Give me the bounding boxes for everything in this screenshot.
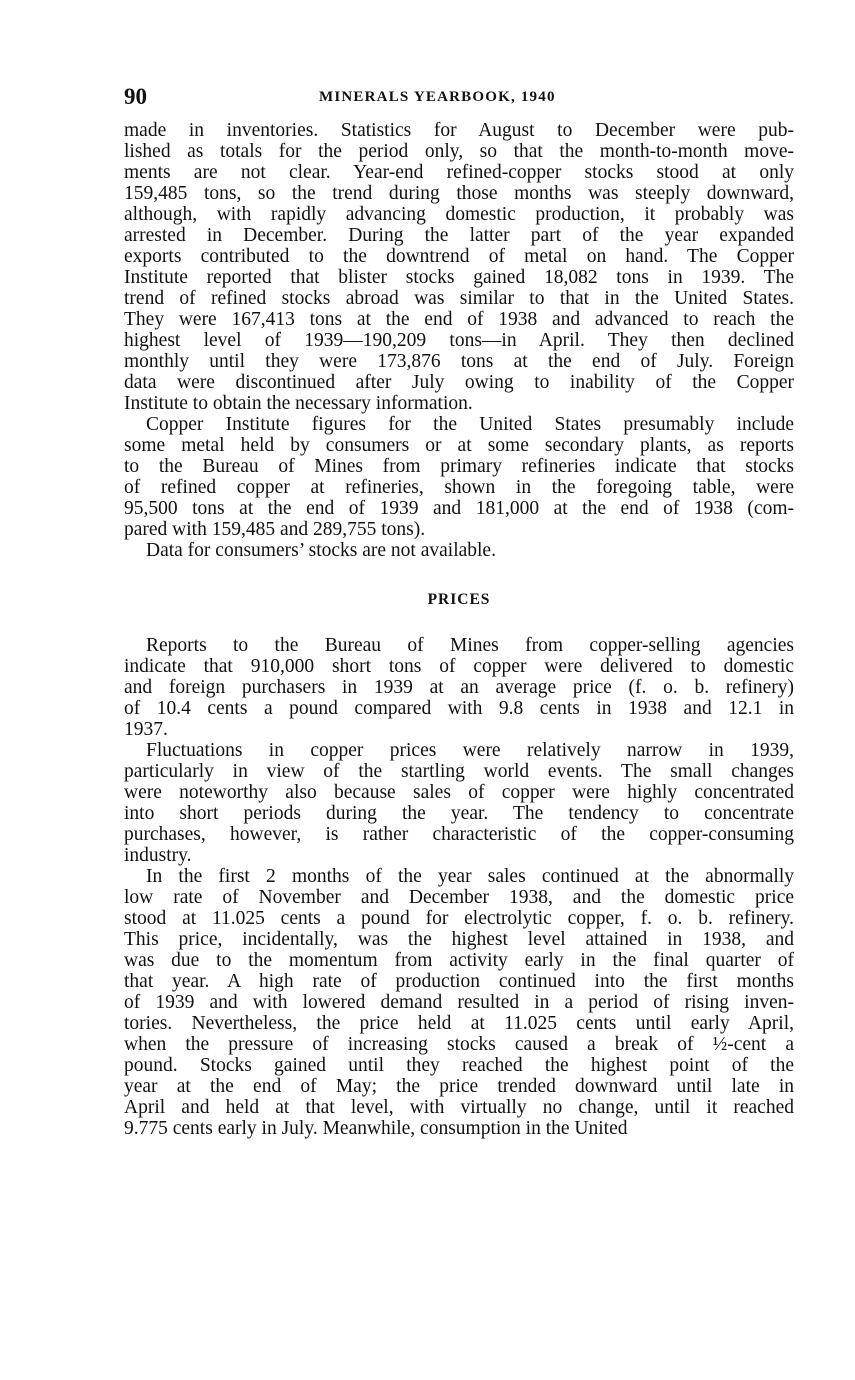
text-line: ments are not clear. Year-end refined-copper stocks stood at only: [124, 162, 794, 183]
text-line: arrested in December. During the latter part of the year expanded: [124, 225, 794, 246]
text-line: 1937.: [124, 719, 168, 740]
text-line: were noteworthy also because sales of copper were highly concentrated: [124, 782, 794, 803]
text-line: Reports to the Bureau of Mines from copper-selling agencies: [146, 635, 794, 656]
text-line: lished as totals for the period only, so that the month-to-month move-: [124, 141, 794, 162]
text-line: into short periods during the year. The tendency to concentrate: [124, 803, 794, 824]
text-line: was due to the momentum from activity early in the final quarter of: [124, 950, 794, 971]
text-line: 9.775 cents early in July. Meanwhile, consumption in the United: [124, 1118, 628, 1139]
text-line: exports contributed to the downtrend of metal on hand. The Copper: [124, 246, 794, 267]
text-line: Data for consumers’ stocks are not available.: [146, 540, 496, 561]
text-line: purchases, however, is rather characteristic of the copper-consuming: [124, 824, 794, 845]
text-line: low rate of November and December 1938, and the domestic price: [124, 887, 794, 908]
running-head: [124, 84, 794, 112]
text-line: Fluctuations in copper prices were relatively narrow in 1939,: [146, 740, 794, 761]
text-line: trend of refined stocks abroad was similar to that in the United States.: [124, 288, 794, 309]
text-line: made in inventories. Statistics for August to December were pub-: [124, 120, 794, 141]
text-line: monthly until they were 173,876 tons at the end of July. Foreign: [124, 351, 794, 372]
text-line: April and held at that level, with virtually no change, until it reached: [124, 1097, 794, 1118]
text-line: that year. A high rate of production continued into the first months: [124, 971, 794, 992]
running-title: MINERALS YEARBOOK, 1940: [319, 89, 556, 105]
section-heading: PRICES: [427, 591, 491, 608]
text-line: to the Bureau of Mines from primary refineries indicate that stocks: [124, 456, 794, 477]
paragraph-inventories: [124, 120, 794, 414]
text-line: industry.: [124, 845, 192, 866]
paragraph-institute-figures: [124, 414, 794, 540]
text-line: highest level of 1939—190,209 tons—in April. They then declined: [124, 330, 794, 351]
text-line: of refined copper at refineries, shown in the foregoing table, were: [124, 477, 794, 498]
text-line: pound. Stocks gained until they reached the highest point of the: [124, 1055, 794, 1076]
text-line: They were 167,413 tons at the end of 1938 and advanced to reach the: [124, 309, 794, 330]
text-line: tories. Nevertheless, the price held at 11.025 cents until early April,: [124, 1013, 794, 1034]
text-line: data were discontinued after July owing to inability of the Copper: [124, 372, 794, 393]
text-line: of 1939 and with lowered demand resulted in a period of rising inven-: [124, 992, 794, 1013]
text-line: some metal held by consumers or at some secondary plants, as reports: [124, 435, 794, 456]
text-line: Institute reported that blister stocks gained 18,082 tons in 1939. The: [124, 267, 794, 288]
text-line: stood at 11.025 cents a pound for electrolytic copper, f. o. b. refinery.: [124, 908, 794, 929]
text-line: 159,485 tons, so the trend during those months was steeply downward,: [124, 183, 794, 204]
text-line: Institute to obtain the necessary information.: [124, 393, 473, 414]
text-line: of 10.4 cents a pound compared with 9.8 cents in 1938 and 12.1 in: [124, 698, 794, 719]
text-line: 95,500 tons at the end of 1939 and 181,000 at the end of 1938 (com-: [124, 498, 794, 519]
body-text-after: [124, 635, 794, 1139]
text-line: year at the end of May; the price trended downward until late in: [124, 1076, 794, 1097]
page-number: 90: [124, 84, 147, 109]
text-line: pared with 159,485 and 289,755 tons).: [124, 519, 426, 540]
paragraph-fluctuations: [124, 740, 794, 866]
text-line: and foreign purchasers in 1939 at an average price (f. o. b. refinery): [124, 677, 794, 698]
body-text-before: [124, 120, 794, 561]
paragraph-deliveries: [124, 635, 794, 740]
text-line: In the first 2 months of the year sales continued at the abnormally: [146, 866, 794, 887]
paragraph-consumers-stocks: [124, 540, 794, 561]
paragraph-first-months: [124, 866, 794, 1139]
text-line: indicate that 910,000 short tons of copper were delivered to domestic: [124, 656, 794, 677]
text-line: although, with rapidly advancing domestic production, it probably was: [124, 204, 794, 225]
document-page: [124, 84, 794, 1139]
text-line: This price, incidentally, was the highest level attained in 1938, and: [124, 929, 794, 950]
text-line: Copper Institute figures for the United States presumably include: [146, 414, 794, 435]
text-line: when the pressure of increasing stocks caused a break of ½-cent a: [124, 1034, 794, 1055]
text-line: particularly in view of the startling world events. The small changes: [124, 761, 794, 782]
